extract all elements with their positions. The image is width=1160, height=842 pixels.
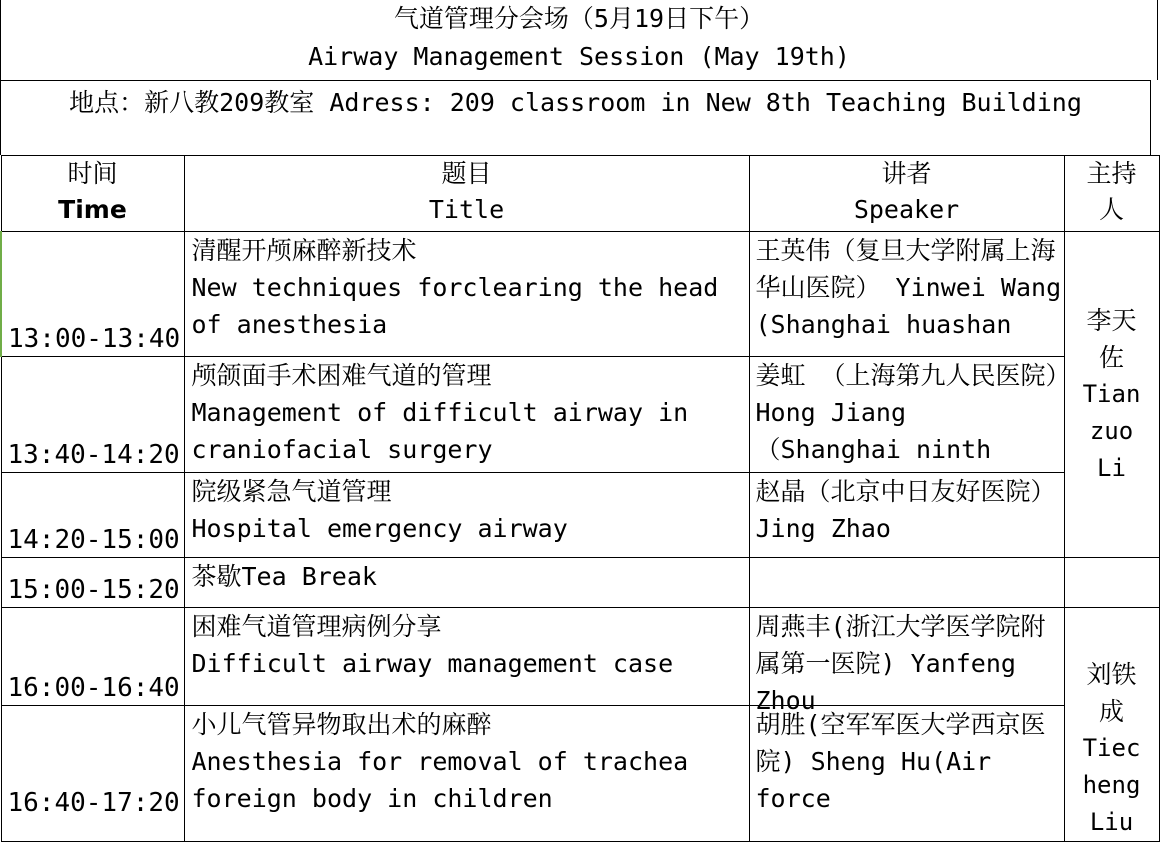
time-cell: 15:00-15:20 — [1, 558, 184, 608]
time-cell: 13:40-14:20 — [1, 357, 184, 473]
table-row — [1, 705, 1159, 841]
chair-name-cn: 刘铁成 — [1086, 660, 1137, 726]
time-cell: 13:00-13:40 — [1, 232, 184, 357]
col-header-speaker: 讲者 Speaker — [749, 156, 1064, 232]
chair-cell — [1064, 232, 1159, 558]
schedule-table — [0, 155, 1160, 842]
title-cell: 颅颌面手术困难气道的管理 Management of difficult airway in craniofacial surgery — [184, 357, 749, 473]
title-cell: 院级紧急气道管理 Hospital emergency airway — [184, 473, 749, 558]
session-title-en: Airway Management Session (May 19th) — [308, 42, 850, 71]
session-title-cn: 气道管理分会场（5月19日下午） — [393, 4, 765, 33]
title-cell: 茶歇Tea Break — [184, 558, 749, 608]
speaker-cell: 周燕丰(浙江大学医学院附属第一医院) Yanfeng Zhou — [749, 608, 1064, 706]
chair-cell-empty — [1064, 558, 1159, 608]
title-cell: 小儿气管异物取出术的麻醉 Anesthesia for removal of trachea foreign body in children — [184, 705, 749, 841]
time-cell: 14:20-15:00 — [1, 473, 184, 558]
speaker-cell: 王英伟（复旦大学附属上海华山医院） Yinwei Wang (Shanghai huashan — [749, 232, 1064, 357]
table-row — [1, 232, 1159, 357]
title-cell: 困难气道管理病例分享 Difficult airway management case — [184, 608, 749, 706]
speaker-cell — [749, 558, 1064, 608]
col-header-title: 题目 Title — [184, 156, 749, 232]
location-cell — [0, 80, 1151, 155]
col-header-chair: 主持人 — [1064, 156, 1159, 232]
chair-name-en: Tian zuo Li — [1082, 380, 1141, 482]
col-header-time: 时间 Time — [1, 156, 184, 232]
speaker-cell: 赵晶（北京中日友好医院） Jing Zhao — [749, 473, 1064, 558]
table-row — [1, 473, 1159, 558]
chair-cell — [1064, 608, 1159, 842]
time-cell: 16:40-17:20 — [1, 705, 184, 841]
table-row — [1, 608, 1159, 706]
title-cell: 清醒开颅麻醉新技术 New techniques forclearing the head of anesthesia — [184, 232, 749, 357]
chair-name-cn: 李天佐 — [1086, 306, 1137, 372]
table-row — [1, 357, 1159, 473]
speaker-cell: 姜虹 （上海第九人民医院）Hong Jiang （Shanghai ninth — [749, 357, 1064, 473]
session-header — [0, 0, 1158, 80]
location-text: 地点：新八教209教室 Adress: 209 classroom in New 8th Teaching Building — [69, 88, 1082, 117]
speaker-cell: 胡胜(空军军医大学西京医院) Sheng Hu(Air force — [749, 705, 1064, 841]
column-header-row — [1, 156, 1159, 232]
table-row — [1, 558, 1159, 608]
chair-name-en: Tiec heng Liu — [1082, 734, 1141, 836]
time-cell: 16:00-16:40 — [1, 608, 184, 706]
